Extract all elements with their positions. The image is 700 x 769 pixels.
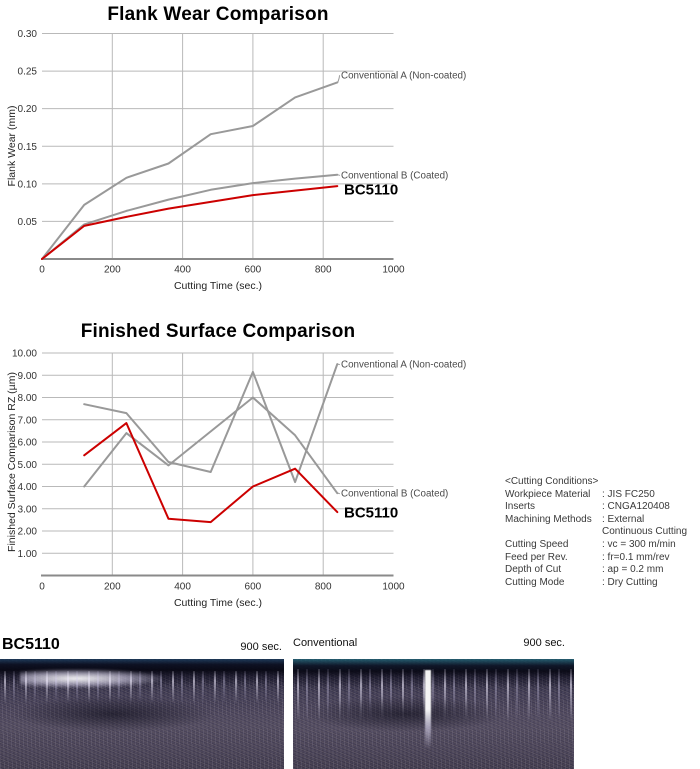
flank-wear-chart <box>0 0 470 300</box>
series-line-conventional <box>42 175 337 259</box>
photo-label-bc5110: BC5110 <box>2 636 60 653</box>
finished-surface-chart <box>0 318 470 614</box>
x-tick-label: 600 <box>244 264 262 276</box>
y-tick-label: 0.20 <box>17 104 37 116</box>
condition-value: : JIS FC250 <box>602 488 655 500</box>
condition-label: Cutting Speed <box>505 538 569 550</box>
photo-shadow-decoration <box>304 696 506 731</box>
condition-label: Depth of Cut <box>505 564 562 576</box>
flank-wear-x-axis-label: Cutting Time (sec.) <box>173 280 263 292</box>
y-tick-label: 7.00 <box>17 415 37 427</box>
condition-label: Machining Methods <box>505 513 592 525</box>
condition-label: Feed per Rev. <box>505 551 568 563</box>
wear-photo-bc5110 <box>0 659 284 769</box>
legend-connector <box>338 493 340 494</box>
series-label: Conventional B (Coated) <box>341 488 449 500</box>
x-tick-label: 400 <box>174 264 191 276</box>
condition-row <box>505 539 700 552</box>
cutting-conditions-panel <box>505 476 700 589</box>
photo-streak-decoration <box>425 670 431 749</box>
photo-time-conventional: 900 sec. <box>523 637 565 649</box>
y-tick-label: 8.00 <box>17 393 37 404</box>
condition-row <box>505 564 700 577</box>
series-line-bc5110 <box>42 186 337 259</box>
condition-value: : Dry Cutting <box>602 576 658 588</box>
x-tick-label: 0 <box>39 264 45 276</box>
x-tick-label: 200 <box>103 581 121 593</box>
flank-wear-y-axis-label: Flank Wear (mm) <box>6 105 18 187</box>
series-label: Conventional A (Non-coated) <box>341 359 467 371</box>
x-tick-label: 800 <box>314 581 332 593</box>
cutting-conditions-heading: <Cutting Conditions> <box>505 476 599 487</box>
y-tick-label: 0.10 <box>17 179 37 191</box>
y-tick-label: 4.00 <box>17 482 37 493</box>
x-tick-label: 600 <box>244 581 262 593</box>
condition-value: Continuous Cutting <box>602 526 688 538</box>
condition-row <box>505 514 700 527</box>
wear-photo-conventional <box>293 659 574 769</box>
condition-value: : ap = 0.2 mm <box>602 564 664 576</box>
condition-label: Cutting Mode <box>505 576 565 588</box>
x-tick-label: 200 <box>103 264 121 276</box>
y-tick-label: 2.00 <box>17 526 37 538</box>
condition-row <box>505 577 700 590</box>
legend-connector <box>338 364 340 365</box>
photo-header-bc5110 <box>2 636 282 654</box>
y-tick-label: 0.15 <box>17 141 37 153</box>
finished-surface-y-axis-label: Finished Surface Comparison RZ (µm) <box>6 372 18 552</box>
condition-label: Inserts <box>505 501 536 513</box>
condition-value: : fr=0.1 mm/rev <box>602 551 670 563</box>
y-tick-label: 0.25 <box>17 66 37 78</box>
finished-surface-chart-title: Finished Surface Comparison <box>80 321 356 342</box>
condition-row <box>505 501 700 514</box>
y-tick-label: 0.30 <box>17 29 37 40</box>
photo-shadow-decoration <box>11 696 215 731</box>
series-label: BC5110 <box>344 181 399 199</box>
photo-time-bc5110: 900 sec. <box>240 641 282 653</box>
photo-label-conventional: Conventional <box>293 637 358 649</box>
y-tick-label: 6.00 <box>17 437 37 449</box>
series-label: Conventional B (Coated) <box>341 170 449 182</box>
series-label: Conventional A (Non-coated) <box>341 70 467 82</box>
condition-row <box>505 526 700 539</box>
condition-value: : External <box>602 513 645 525</box>
y-tick-label: 9.00 <box>17 370 37 382</box>
finished-surface-x-axis-label: Cutting Time (sec.) <box>173 597 263 609</box>
x-tick-label: 400 <box>174 581 191 593</box>
condition-label: Workpiece Material <box>505 488 591 500</box>
flank-wear-chart-title: Flank Wear Comparison <box>107 4 329 25</box>
x-tick-label: 800 <box>314 264 332 276</box>
x-tick-label: 1000 <box>382 581 405 593</box>
legend-connector <box>338 75 340 82</box>
condition-value: : CNGA120408 <box>602 501 670 513</box>
cutting-conditions-rows <box>505 489 700 590</box>
y-tick-label: 10.00 <box>11 348 37 360</box>
x-tick-label: 0 <box>39 581 45 593</box>
condition-row <box>505 489 700 502</box>
condition-row <box>505 552 700 565</box>
legend-connector <box>338 175 340 176</box>
series-label: BC5110 <box>344 504 399 522</box>
y-tick-label: 1.00 <box>17 548 37 560</box>
condition-value: : vc = 300 m/min <box>602 538 676 550</box>
x-tick-label: 1000 <box>382 264 405 276</box>
y-tick-label: 5.00 <box>17 459 37 471</box>
photo-header-conventional <box>293 636 565 650</box>
y-tick-label: 3.00 <box>17 504 37 516</box>
y-tick-label: 0.05 <box>17 216 37 228</box>
